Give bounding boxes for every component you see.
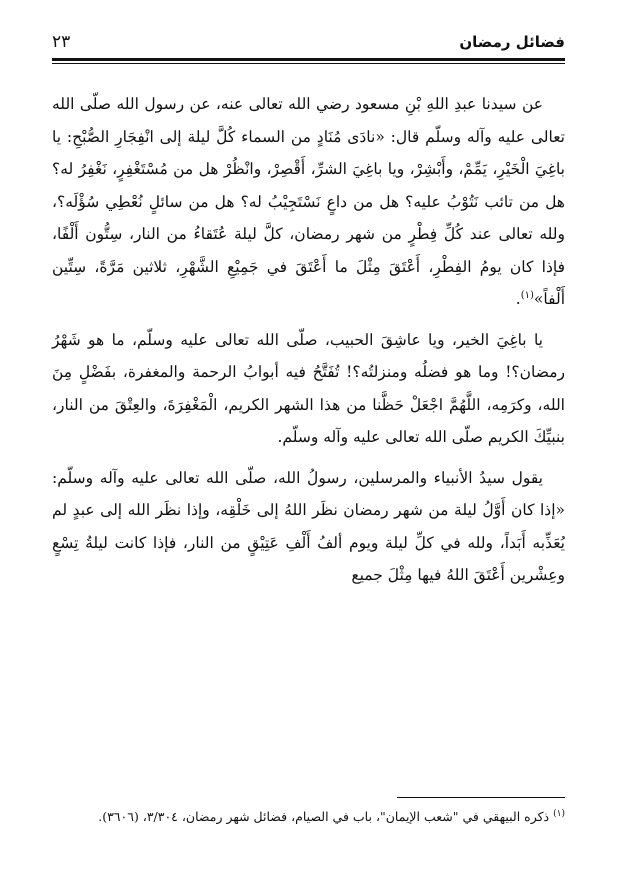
footnote-separator (397, 797, 565, 798)
page-header (52, 22, 565, 56)
footnote-marker[interactable]: (١) (520, 289, 534, 301)
page-number: ٢٣ (52, 32, 71, 52)
paragraph-hadith-2: يقول سيدُ الأنبياء والمرسلين، رسولُ الله، صلّى الله تعالى عليه وآله وسلّم: «إذا كان أَوَّلُ ليلة من شهر رمضان نظَر اللهُ إلى خَلْقِه، وإذا نظَر الله إلى عبدٍ لم يُعَذِّبه أَبَداً، ولله في كلِّ ليلة ويوم ألفُ أَلْفِ عَتِيْقٍ من النار، فإذا كانت ليلةُ تِسْعٍ وعِشْرين أَعْتَقَ اللهُ فيها مِثْلَ جميع (52, 468, 565, 584)
header-rule-thick (52, 58, 565, 61)
book-title: فضائل رمضان (459, 33, 565, 51)
body-text (52, 88, 565, 592)
book-page (52, 22, 565, 872)
paragraph-commentary: يا باغِيَ الخير، ويا عاشِقَ الحبيب، صلّى الله تعالى عليه وسلّم، ما هو شَهْرُ رمضان؟! وما هو فضلُه ومنزلتُه؟! تُفَتَّحُ فيه أبوابُ الرحمة والمغفرة، بفَضْلٍ مِنَ الله، وكرَمِه، اللَّهُمَّ اجْعَلْ حَظَّنا من هذا الشهر الكريم، الْمَغْفِرَةَ، والعِتْقَ من النار، بنبيِّكَ الكريم صلّى الله تعالى عليه وآله وسلّم. (52, 330, 565, 446)
header-rule-thin (52, 63, 565, 64)
paragraph-hadith-1: عن سيدنا عبدِ اللهِ بْنِ مسعود رضي الله تعالى عنه، عن رسول الله صلّى الله تعالى عليه وآله وسلّم قال: «نادَى مُنَادٍ من السماء كُلَّ ليلة إلى انْفِجَارِ الصُّبْحِ: يا باغِيَ الْخَيْرِ، يَمِّمْ، وأَبْشِرْ، ويا باغِيَ الشرِّ، أَقْصِرْ، وانْظُرْ هل من مُسْتَغْفِرٍ، نَغْفِرُ له؟ هل من تائب نَتُوْبُ عليه؟ هل من داعٍ نَسْتَجِيْبُ له؟ هل من سائلٍ نُعْطِي سُؤْلَه؟، ولله تعالى عند كُلِّ فِطْرٍ من شهر رمضان، كلَّ ليلة عُتَقاءُ من النار، سِتُّون أَلْفًا، فإذا كان يومُ الفِطْرِ، أَعْتَقَ مِثْلَ ما أَعْتَقَ في جَمِيْعِ الشَّهْرِ، ثلاثين مَرَّةً، سِتِّين أَلْفاً»$^{(١)}$. (52, 95, 565, 308)
footnote-number: (١) (553, 808, 565, 819)
footnote-text: ذكره البيهقي في "شعب الإيمان"، باب في الصيام، فضائل شهر رمضان، ٣/٣٠٤، (٣٦٠٦). (98, 809, 550, 824)
footnote (52, 805, 565, 829)
paragraph-hadith-1-text: عن سيدنا عبدِ اللهِ بْنِ مسعود رضي الله تعالى عنه، عن رسول الله صلّى الله تعالى عليه وآله وسلّم قال: «نادَى مُنَادٍ من السماء كُلَّ ليلة إلى انْفِجَارِ الصُّبْحِ: يا باغِيَ الْخَيْرِ، يَمِّمْ، وأَبْشِرْ، ويا باغِيَ الشرِّ، أَقْصِرْ، وانْظُرْ هل من مُسْتَغْفِرٍ، نَغْفِرُ له؟ هل من تائب نَتُوْبُ عليه؟ هل من داعٍ نَسْتَجِيْبُ له؟ هل من سائلٍ نُعْطِي سُؤْلَه؟، ولله تعالى عند كُلِّ فِطْرٍ من شهر رمضان، كلَّ ليلة عُتَقاءُ من النار، سِتُّون أَلْفًا، فإذا كان يومُ الفِطْرِ، أَعْتَقَ مِثْلَ ما أَعْتَقَ في جَمِيْعِ الشَّهْرِ، ثلاثين مَرَّةً، سِتِّين أَلْفاً» (52, 95, 565, 308)
